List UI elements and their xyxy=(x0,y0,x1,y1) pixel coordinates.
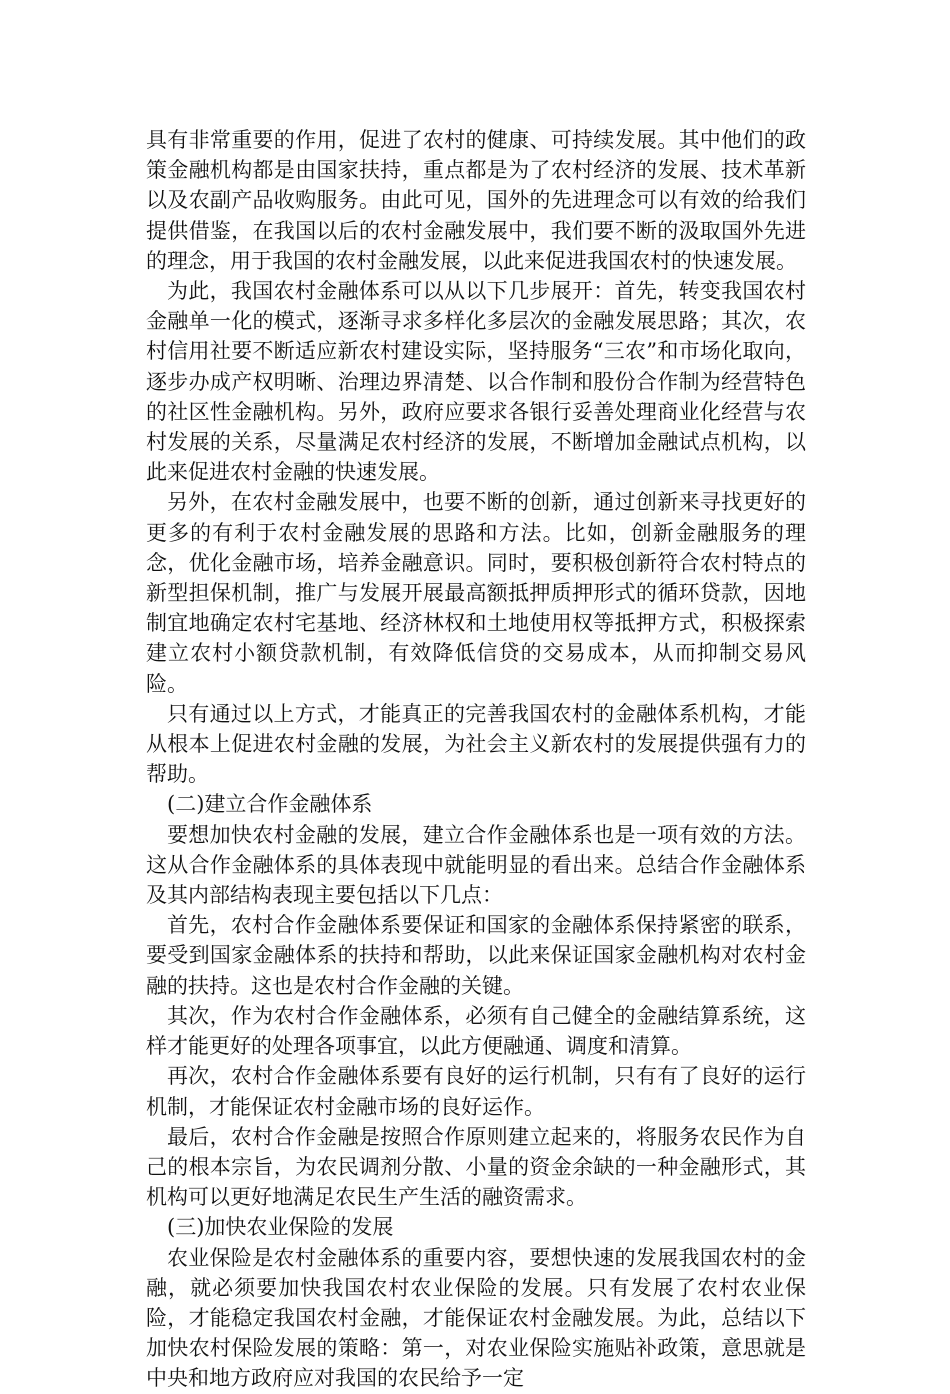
paragraph-final-point: 最后，农村合作金融是按照合作原则建立起来的，将服务农民作为自己的根本宗旨，为农民调剂分散、小量的资金余缺的一种金融形式，其机构可以更好地满足农民生产生活的融资需求。 xyxy=(146,1124,806,1210)
paragraph-innovation: 另外，在农村金融发展中，也要不断的创新，通过创新来寻找更好的更多的有利于农村金融发展的思路和方法。比如，创新金融服务的理念，优化金融市场，培养金融意识。同时，要积极创新符合农村特点的新型担保机制，推广与发展开展最高额抵押质押形式的循环贷款，因地制宜地确定农村宅基地、经济林权和土地使用权等抵押方式，积极探索建立农村小额贷款机制，有效降低信贷的交易成本，从而抑制交易风险。 xyxy=(146,490,806,696)
paragraph-conclusion-1: 只有通过以上方式，才能真正的完善我国农村的金融体系机构，才能从根本上促进农村金融的发展，为社会主义新农村的发展提供强有力的帮助。 xyxy=(146,701,806,787)
paragraph-rural-finance-steps: 为此，我国农村金融体系可以从以下几步展开：首先，转变我国农村金融单一化的模式，逐渐寻求多样化多层次的金融发展思路；其次，农村信用社要不断适应新农村建设实际，坚持服务“三农”和市场化取向，逐步办成产权明晰、治理边界清楚、以合作制和股份合作制为经营特色的社区性金融机构。另外，政府应要求各银行妥善处理商业化经营与农村发展的关系，尽量满足农村经济的发展，不断增加金融试点机构，以此来促进农村金融的快速发展。 xyxy=(146,279,806,485)
paragraph-first-point: 首先，农村合作金融体系要保证和国家的金融体系保持紧密的联系，要受到国家金融体系的扶持和帮助，以此来保证国家金融机构对农村金融的扶持。这也是农村合作金融的关键。 xyxy=(146,913,806,998)
article-body xyxy=(146,125,806,1394)
paragraph-intro-continuation: 具有非常重要的作用，促进了农村的健康、可持续发展。其中他们的政策金融机构都是由国家扶持，重点都是为了农村经济的发展、技术革新以及农副产品收购服务。由此可见，国外的先进理念可以有效的给我们提供借鉴，在我国以后的农村金融发展中，我们要不断的汲取国外先进的理念，用于我国的农村金融发展，以此来促进我国农村的快速发展。 xyxy=(146,128,806,273)
paragraph-second-point: 其次，作为农村合作金融体系，必须有自己健全的金融结算系统，这样才能更好的处理各项事宜，以此方便融通、调度和清算。 xyxy=(146,1003,806,1059)
paragraph-cooperative-intro: 要想加快农村金融的发展，建立合作金融体系也是一项有效的方法。这从合作金融体系的具体表现中就能明显的看出来。总结合作金融体系及其内部结构表现主要包括以下几点： xyxy=(146,822,806,908)
section-heading-2: (二)建立合作金融体系 xyxy=(167,792,373,817)
section-heading-3: (三)加快农业保险的发展 xyxy=(167,1215,394,1240)
paragraph-third-point: 再次，农村合作金融体系要有良好的运行机制，只有有了良好的运行机制，才能保证农村金融市场的良好运作。 xyxy=(146,1064,806,1119)
paragraph-insurance: 农业保险是农村金融体系的重要内容，要想快速的发展我国农村的金融，就必须要加快我国农村农业保险的发展。只有发展了农村农业保险，才能稳定我国农村金融，才能保证农村金融发展。为此，总结以下加快农村保险发展的策略：第一，对农业保险实施贴补政策，意思就是中央和地方政府应对我国的农民给予一定 xyxy=(146,1245,806,1391)
